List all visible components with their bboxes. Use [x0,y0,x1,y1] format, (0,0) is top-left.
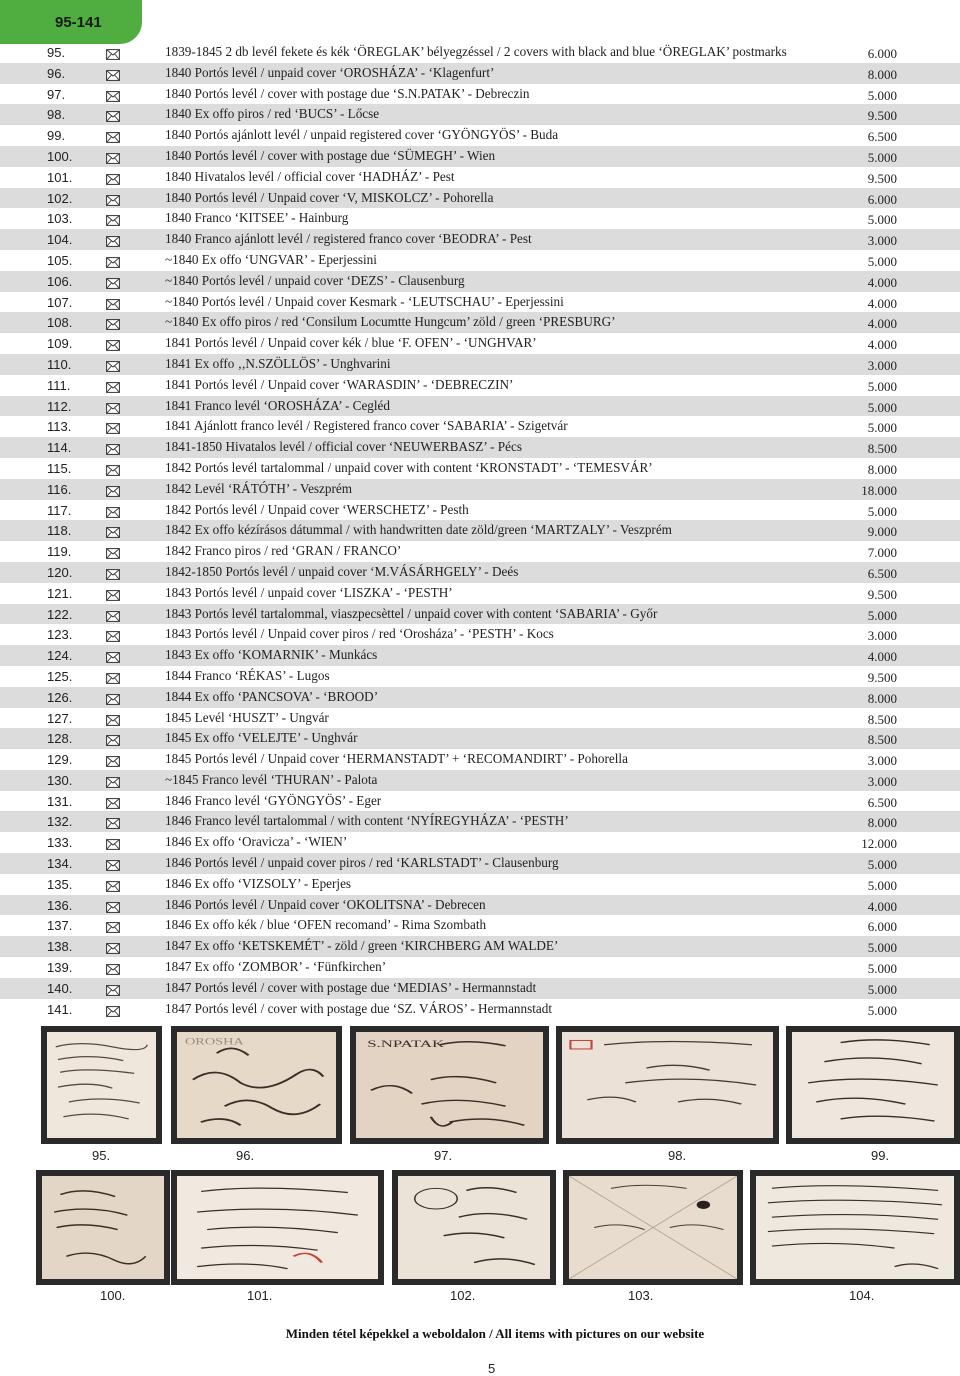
lot-price: 6.500 [867,794,897,810]
lot-row [0,437,960,458]
cover-photo-95[interactable] [41,1026,162,1144]
lot-row [0,146,960,167]
lot-row [0,292,960,313]
lot-description: 1841 Ajánlott franco levél / Registered franco cover ‘SABARIA’ - Szigetvár [165,418,568,434]
lot-number: 114. [47,440,72,456]
lot-number: 126. [47,689,73,705]
envelope-icon [106,941,120,952]
lot-description: 1842-1850 Portós levél / unpaid cover ‘M.VÁSÁRHGELY’ - Deés [165,563,519,579]
lot-number: 125. [47,668,73,684]
lot-row [0,271,960,292]
lot-row [0,728,960,749]
lot-price: 3.000 [867,753,897,769]
cover-photo-97[interactable] [350,1026,549,1144]
lot-description: 1846 Franco levél ‘GYÖNGYÖS’ - Eger [165,792,382,808]
lot-description: 1846 Ex offo ‘VIZSOLY’ - Eperjes [165,875,352,891]
lot-description: 1844 Franco ‘RÉKAS’ - Lugos [165,667,330,683]
lot-number: 121. [47,585,73,601]
lot-number: 110. [47,356,72,372]
lot-price: 4.000 [867,649,897,665]
svg-text:S.NPATAK: S.NPATAK [367,1038,445,1049]
lot-description: 1841 Portós levél / Unpaid cover ‘WARASDIN’ - ‘DEBRECZIN’ [165,376,514,392]
lot-number: 98. [47,107,66,123]
lot-description: 1841 Franco levél ‘OROSHÁZA’ - Cegléd [165,397,390,413]
envelope-icon [106,172,120,183]
lot-number: 132. [47,814,73,830]
lot-description: 1846 Portós levél / unpaid cover piros / red ‘KARLSTADT’ - Clausenburg [165,855,559,871]
lot-price: 3.000 [867,628,897,644]
lot-row [0,63,960,84]
lot-price: 9.500 [867,669,897,685]
envelope-icon [106,359,120,370]
photo-caption-96: 96. [236,1148,255,1163]
lot-number: 96. [47,65,66,81]
photo-caption-99: 99. [871,1148,890,1163]
cover-photo-103[interactable] [563,1170,743,1285]
lot-row [0,604,960,625]
website-note: Minden tétel képekkel a weboldalon / All items with pictures on our website [285,1326,705,1341]
cover-photo-104-image [756,1176,954,1279]
lot-description: ~1840 Ex offo piros / red ‘Consilum Locumtte Hungcum’ zöld / green ‘PRESBURG’ [165,314,616,330]
lot-number: 135. [47,876,73,892]
envelope-icon [106,297,120,308]
lot-price: 4.000 [867,898,897,914]
lot-description: 1843 Portós levél / unpaid cover ‘LISZKA’ - ‘PESTH’ [165,584,453,600]
envelope-icon [106,213,120,224]
envelope-icon [106,234,120,245]
lot-row [0,312,960,333]
lot-row [0,687,960,708]
lot-description: 1842 Franco piros / red ‘GRAN / FRANCO’ [165,543,402,559]
lot-price: 8.500 [867,711,897,727]
envelope-icon [106,401,120,412]
envelope-icon [106,463,120,474]
photo-caption-97: 97. [434,1148,453,1163]
envelope-icon [106,858,120,869]
envelope-icon [106,816,120,827]
lot-description: 1842 Levél ‘RÁTÓTH’ - Veszprém [165,480,353,496]
envelope-icon [106,109,120,120]
lot-row [0,624,960,645]
cover-photo-99[interactable] [786,1026,960,1144]
envelope-icon [106,442,120,453]
lot-price: 5.000 [867,1002,897,1018]
lot-description: 1844 Ex offo ‘PANCSOVA’ - ‘BROOD’ [165,688,379,704]
lot-price: 6.500 [867,565,897,581]
lot-number: 101. [47,169,73,185]
envelope-icon [106,692,120,703]
lot-description: 1847 Ex offo ‘ZOMBOR’ - ‘Fünfkirchen’ [165,959,387,975]
lot-number: 109. [47,336,73,352]
lot-price: 9.500 [867,586,897,602]
lot-description: 1847 Portós levél / cover with postage due ‘MEDIAS’ - Hermannstadt [165,979,537,995]
envelope-icon [106,650,120,661]
lot-description: ~1840 Ex offo ‘UNGVAR’ - Eperjessini [165,251,377,267]
lot-row [0,229,960,250]
lot-price: 6.500 [867,129,897,145]
lot-price: 9.500 [867,170,897,186]
lot-number: 104. [47,232,73,248]
envelope-icon [106,130,120,141]
lot-description: 1842 Ex offo kézírásos dátummal / with handwritten date zöld/green ‘MARTZALY’ - Veszprém [165,522,672,538]
lot-description: 1840 Franco ‘KITSEE’ - Hainburg [165,210,349,226]
envelope-icon [106,1004,120,1015]
envelope-icon [106,276,120,287]
lot-row [0,416,960,437]
photo-caption-95: 95. [92,1148,111,1163]
cover-photo-103-image [569,1176,737,1279]
lot-price: 5.000 [867,212,897,228]
envelope-icon [106,317,120,328]
lot-price: 5.000 [867,857,897,873]
lot-row [0,915,960,936]
lot-price: 4.000 [867,295,897,311]
envelope-icon [106,588,120,599]
lot-row [0,333,960,354]
lot-description: 1842 Portós levél / Unpaid cover ‘WERSCHETZ’ - Pesth [165,501,469,517]
cover-photo-104[interactable] [750,1170,960,1285]
lot-number: 103. [47,211,73,227]
lot-row [0,167,960,188]
cover-photo-102-image [398,1176,550,1279]
lot-description: 1847 Portós levél / cover with postage due ‘SZ. VÁROS’ - Hermannstadt [165,1000,553,1016]
lot-description: 1846 Ex offo kék / blue ‘OFEN recomand’ - Rima Szombath [165,917,487,933]
lot-row [0,188,960,209]
lot-description: 1840 Hivatalos levél / official cover ‘HADHÁZ’ - Pest [165,168,455,184]
envelope-icon [106,837,120,848]
lot-row [0,541,960,562]
photo-caption-100: 100. [100,1288,126,1303]
envelope-icon [106,920,120,931]
lot-row [0,458,960,479]
lot-number: 107. [47,294,73,310]
envelope-icon [106,484,120,495]
lot-row [0,895,960,916]
lot-price: 3.000 [867,773,897,789]
lot-price: 9.000 [867,524,897,540]
lot-row [0,978,960,999]
lot-number: 120. [47,564,73,580]
lot-description: 1846 Franco levél tartalommal / with content ‘NYÍREGYHÁZA’ - ‘PESTH’ [165,813,569,829]
lot-price: 5.000 [867,503,897,519]
envelope-icon [106,68,120,79]
photo-caption-102: 102. [450,1288,476,1303]
lot-row [0,104,960,125]
lot-number: 118. [47,523,72,539]
lot-number: 139. [47,960,73,976]
lot-number: 136. [47,897,73,913]
lot-description: ~1840 Portós levél / Unpaid cover Kesmark - ‘LEUTSCHAU’ - Eperjessini [165,293,564,309]
lot-number: 102. [47,190,73,206]
envelope-icon [106,983,120,994]
lot-description: 1840 Portós levél / cover with postage due ‘S.N.PATAK’ - Debreczin [165,85,530,101]
lot-price: 7.000 [867,545,897,561]
lot-number: 105. [47,252,73,268]
envelope-icon [106,629,120,640]
lot-price: 8.000 [867,66,897,82]
lot-number: 119. [47,544,72,560]
lot-number: 129. [47,752,73,768]
lot-row [0,84,960,105]
photo-caption-98: 98. [668,1148,687,1163]
lot-number: 127. [47,710,73,726]
lot-description: 1843 Ex offo ‘KOMARNIK’ - Munkács [165,647,378,663]
cover-photo-95-image [47,1032,156,1138]
lot-price: 12.000 [861,836,897,852]
lot-number: 124. [47,648,73,664]
envelope-icon [106,89,120,100]
lot-price: 6.000 [867,191,897,207]
lot-description: 1841 Ex offo ‚,N.SZÖLLÖS’ - Unghvarini [165,355,391,371]
lot-row [0,811,960,832]
lot-row [0,999,960,1020]
photo-caption-103: 103. [628,1288,654,1303]
lot-price: 6.000 [867,919,897,935]
page-number: 5 [488,1361,496,1376]
envelope-icon [106,754,120,765]
lot-price: 8.000 [867,815,897,831]
lot-price: 5.000 [867,87,897,103]
lot-price: 5.000 [867,961,897,977]
lot-range-tab [0,0,142,44]
lot-row [0,874,960,895]
lot-price: 3.000 [867,357,897,373]
lot-description: 1843 Portós levél tartalommal, viaszpecsèttel / unpaid cover with content ‘SABARIA’ - Győr [165,605,658,621]
envelope-icon [106,733,120,744]
lot-description: 1841 Portós levél / Unpaid cover kék / blue ‘F. OFEN’ - ‘UNGHVAR’ [165,335,537,351]
lot-price: 8.000 [867,690,897,706]
lot-price: 5.000 [867,399,897,415]
envelope-icon [106,193,120,204]
lot-row [0,957,960,978]
lot-number: 140. [47,980,73,996]
envelope-icon [106,796,120,807]
lot-row [0,396,960,417]
lot-number: 106. [47,273,73,289]
lot-number: 130. [47,772,73,788]
lot-number: 141. [47,1001,73,1017]
lot-price: 5.000 [867,981,897,997]
lot-description: 1840 Ex offo piros / red ‘BUCS’ - Lőcse [165,106,380,122]
cover-photo-100-image [42,1176,164,1279]
lot-price: 4.000 [867,337,897,353]
lot-number: 112. [47,398,72,414]
lot-number: 111. [47,377,71,393]
envelope-icon [106,421,120,432]
lot-number: 97. [47,86,66,102]
lot-row [0,375,960,396]
lot-row [0,832,960,853]
lot-number: 138. [47,939,73,955]
cover-photo-101-image [177,1176,378,1279]
lot-price: 5.000 [867,253,897,269]
lot-price: 5.000 [867,149,897,165]
photo-caption-104: 104. [849,1288,875,1303]
lot-number: 108. [47,315,73,331]
envelope-icon [106,567,120,578]
lot-row [0,42,960,63]
lot-list [0,42,960,1019]
cover-photo-101[interactable] [171,1170,384,1285]
cover-photo-98-image [562,1032,773,1138]
lot-description: 1840 Portós levél / cover with postage due ‘SÜMEGH’ - Wien [165,147,496,163]
lot-description: 1840 Portós ajánlott levél / unpaid registered cover ‘GYÖNGYÖS’ - Buda [165,127,559,143]
envelope-icon [106,525,120,536]
lot-description: 1841-1850 Hivatalos levél / official cover ‘NEUWERBASZ’ - Pécs [165,439,522,455]
lot-row [0,645,960,666]
lot-price: 4.000 [867,274,897,290]
lot-price: 9.500 [867,108,897,124]
envelope-icon [106,900,120,911]
lot-number: 131. [47,793,73,809]
lot-price: 8.500 [867,441,897,457]
lot-number: 99. [47,128,66,144]
envelope-icon [106,775,120,786]
envelope-icon [106,671,120,682]
lot-number: 115. [47,460,72,476]
envelope-icon [106,380,120,391]
lot-number: 113. [47,419,72,435]
envelope-icon [106,962,120,973]
envelope-icon [106,255,120,266]
lot-row [0,520,960,541]
lot-description: 1847 Ex offo ‘KETSKEMÉT’ - zöld / green ‘KIRCHBERG AM WALDE’ [165,938,559,954]
lot-row [0,791,960,812]
lot-number: 123. [47,627,73,643]
lot-number: 128. [47,731,73,747]
lot-price: 18.000 [861,482,897,498]
lot-description: 1846 Ex offo ‘Oravicza’ - ‘WIEN’ [165,834,348,850]
lot-price: 8.000 [867,461,897,477]
lot-description: 1845 Levél ‘HUSZT’ - Ungvár [165,709,329,725]
envelope-icon [106,546,120,557]
lot-description: 1840 Franco ajánlott levél / registered franco cover ‘BEODRA’ - Pest [165,231,532,247]
photo-caption-101: 101. [247,1288,273,1303]
lot-description: 1839-1845 2 db levél fekete és kék ‘ÖREGLAK’ bélyegzéssel / 2 covers with black and blue ‘ÖREGLAK’ postmarks [165,44,787,59]
svg-text:OROSHA: OROSHA [184,1036,244,1048]
lot-row [0,500,960,521]
cover-photo-96[interactable] [171,1026,342,1144]
envelope-icon [106,879,120,890]
lot-number: 133. [47,835,73,851]
lot-price: 4.000 [867,316,897,332]
lot-description: 1845 Portós levél / Unpaid cover ‘HERMANSTADT’ + ‘RECOMANDIRT’ - Pohorella [165,751,628,767]
cover-photo-99-image [792,1032,954,1138]
envelope-icon [106,609,120,620]
lot-description: ~1845 Franco levél ‘THURAN’ - Palota [165,771,378,787]
lot-description: 1842 Portós levél tartalommal / unpaid cover with content ‘KRONSTADT’ - ‘TEMESVÁR’ [165,459,653,475]
lot-price: 8.500 [867,732,897,748]
cover-photo-98[interactable] [556,1026,779,1144]
lot-number: 100. [47,148,73,164]
lot-row [0,666,960,687]
cover-photo-96-image [177,1032,336,1138]
envelope-icon [106,505,120,516]
lot-price: 5.000 [867,420,897,436]
lot-description: ~1840 Portós levél / unpaid cover ‘DEZS’ - Clausenburg [165,272,465,288]
lot-range-label: 95-141 [55,14,102,31]
lot-number: 117. [47,502,72,518]
envelope-icon [106,47,120,58]
envelope-icon [106,151,120,162]
lot-number: 137. [47,918,73,934]
cover-photo-100[interactable] [36,1170,170,1285]
lot-row [0,354,960,375]
lot-price: 5.000 [867,378,897,394]
lot-price: 5.000 [867,607,897,623]
lot-number: 116. [47,481,72,497]
lot-row [0,583,960,604]
envelope-icon [106,713,120,724]
lot-row [0,708,960,729]
lot-row [0,125,960,146]
lot-row [0,770,960,791]
envelope-icon [106,338,120,349]
lot-price: 5.000 [867,877,897,893]
lot-row [0,479,960,500]
lot-price: 6.000 [867,46,897,61]
lot-row [0,749,960,770]
lot-row [0,936,960,957]
cover-photo-97-image [356,1032,543,1138]
lot-row [0,853,960,874]
cover-photo-102[interactable] [392,1170,556,1285]
lot-description: 1840 Portós levél / Unpaid cover ‘V, MISKOLCZ’ - Pohorella [165,189,494,205]
lot-number: 122. [47,606,73,622]
lot-number: 95. [47,45,66,60]
lot-description: 1843 Portós levél / Unpaid cover piros / red ‘Orosháza’ - ‘PESTH’ - Kocs [165,626,554,642]
lot-row [0,250,960,271]
lot-row [0,562,960,583]
lot-price: 5.000 [867,940,897,956]
lot-description: 1840 Portós levél / unpaid cover ‘OROSHÁZA’ - ‘Klagenfurt’ [165,64,495,80]
lot-description: 1845 Ex offo ‘VELEJTE’ - Unghvár [165,730,358,746]
lot-description: 1846 Portós levél / Unpaid cover ‘OKOLITSNA’ - Debrecen [165,896,486,912]
lot-price: 3.000 [867,233,897,249]
lot-row [0,208,960,229]
lot-number: 134. [47,856,73,872]
